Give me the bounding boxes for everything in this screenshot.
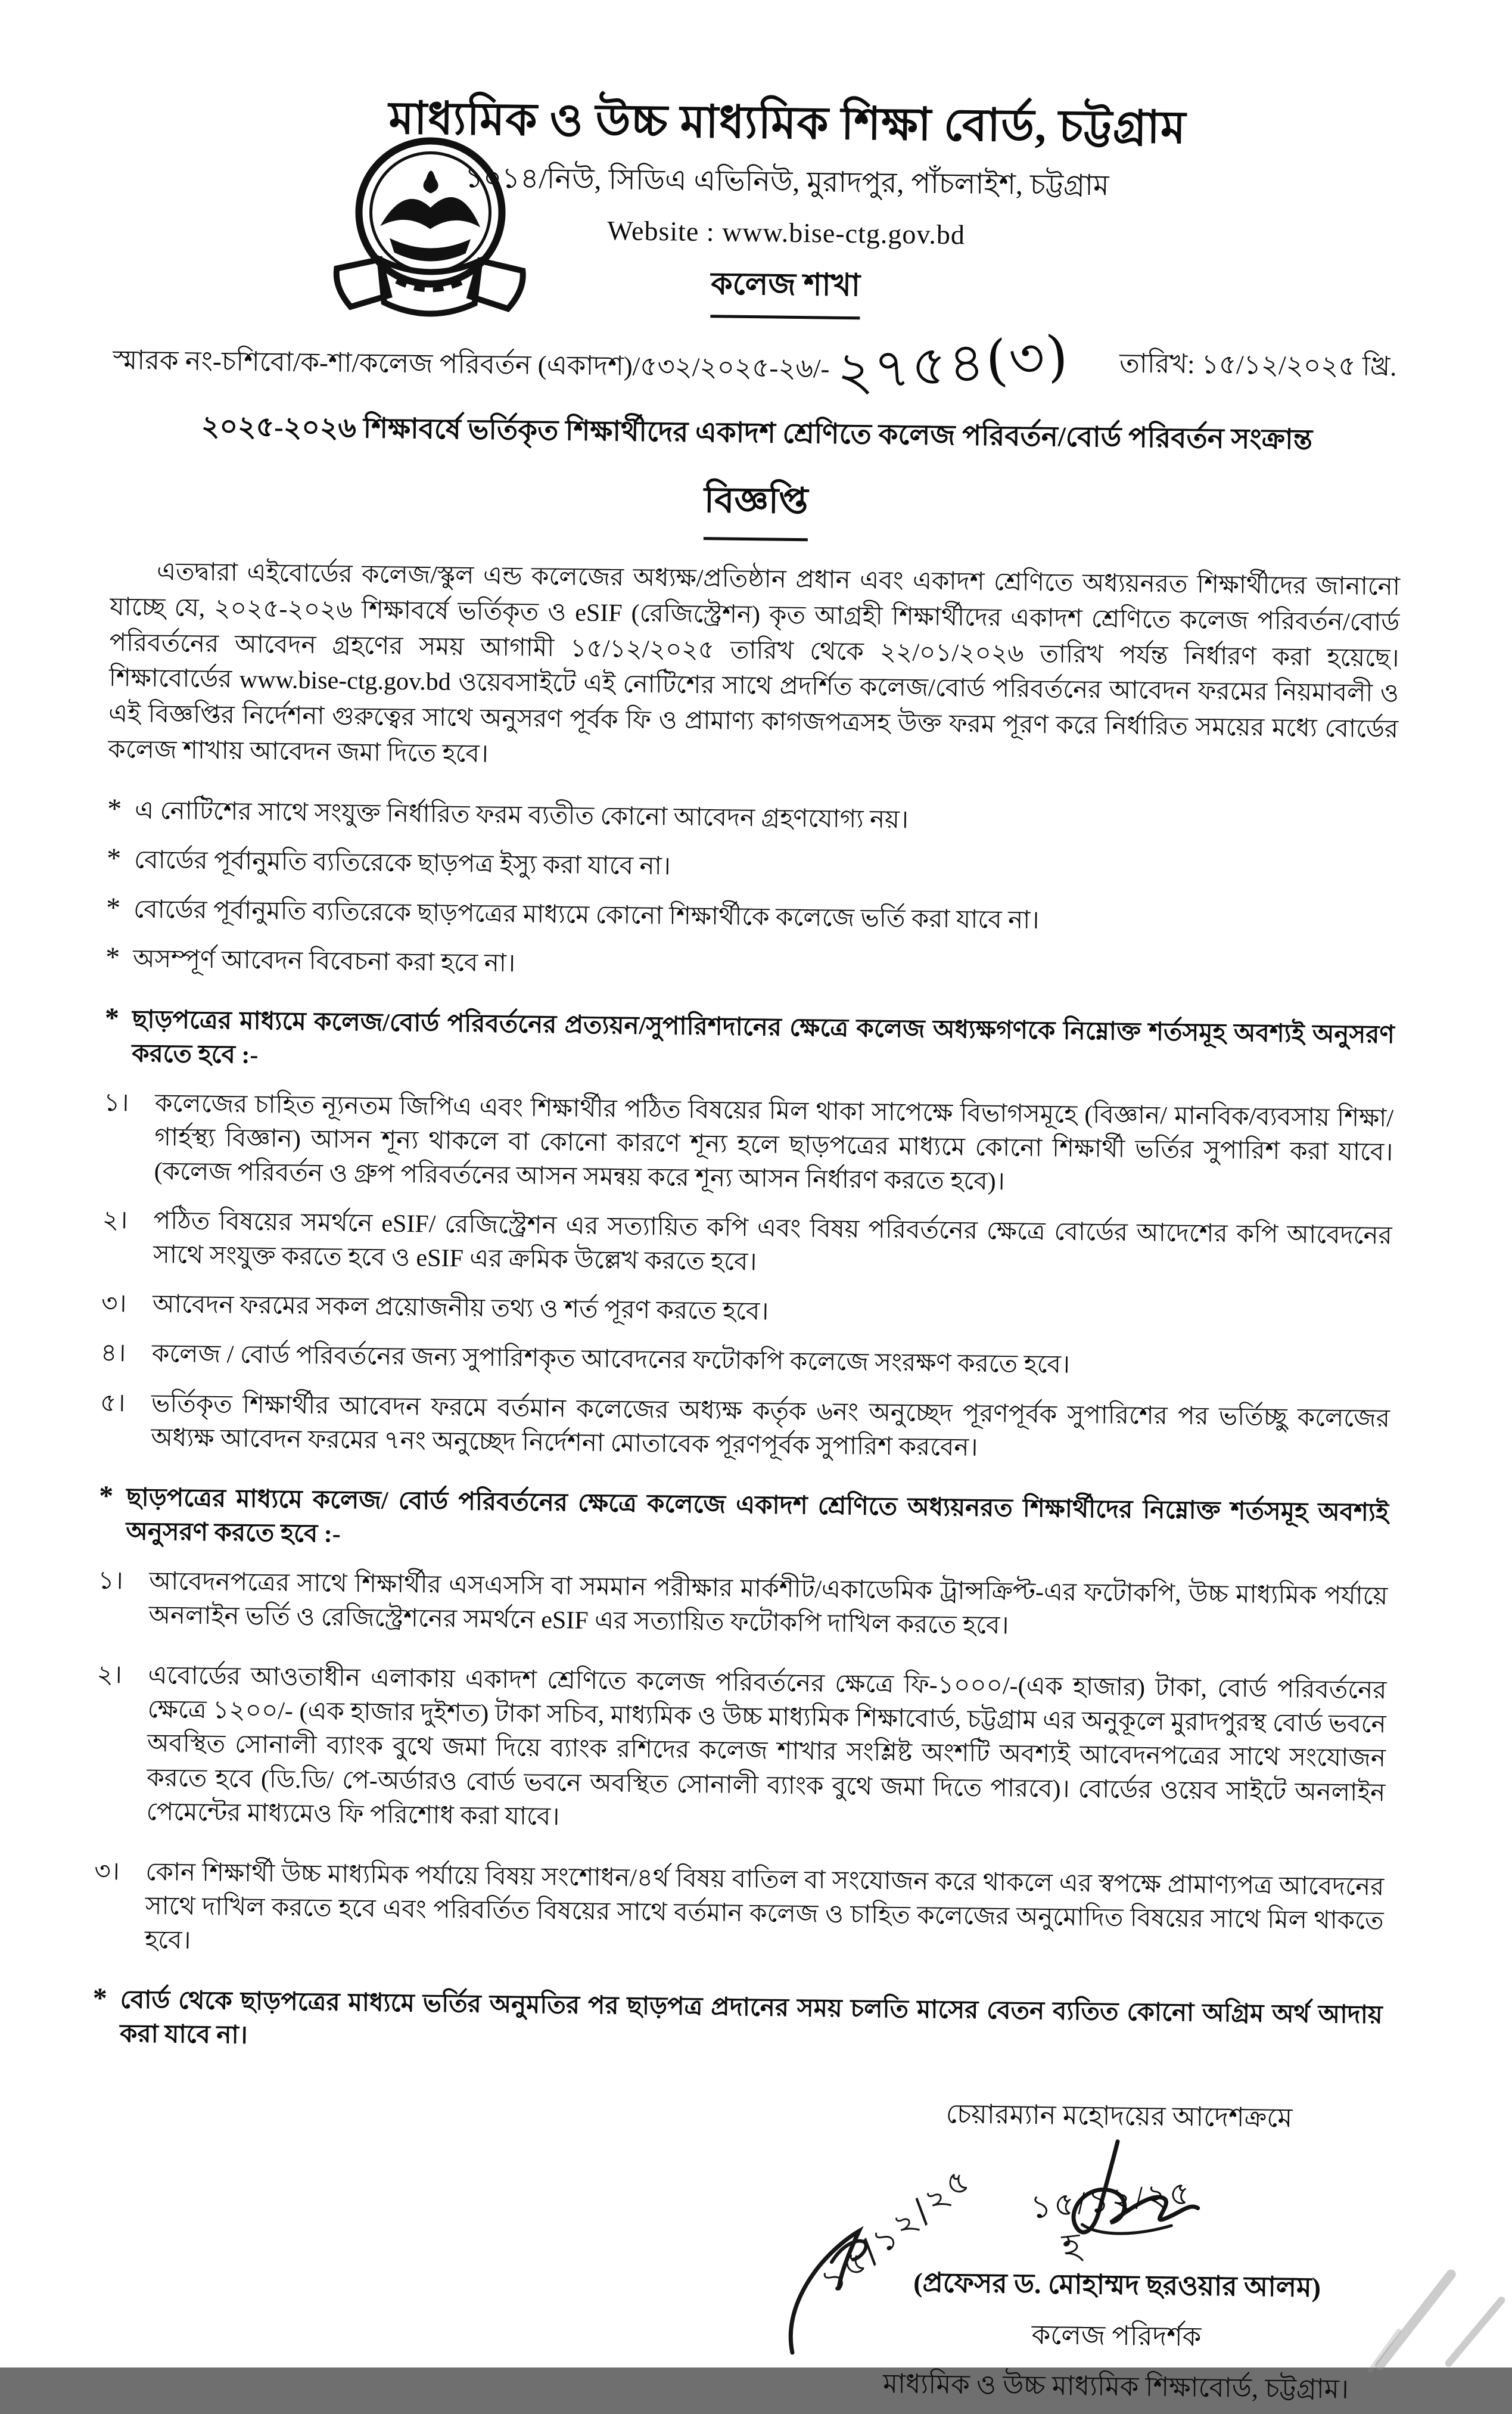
scan-smudge <box>1373 2267 1458 2372</box>
student-condition-item <box>97 1564 1387 1648</box>
memo-number <box>113 324 1072 405</box>
star-marker: * <box>105 942 120 974</box>
item-number: ৫। <box>99 1389 126 1417</box>
principal-conditions-heading-text: ছাড়পত্রের মাধ্যমে কলেজ/বোর্ড পরিবর্তনের প্রত্যয়ন/সুপারিশদানের ক্ষেত্রে কলেজ অধ্যক্ষগণকে নিম্নোক্ত শর্তসমূহ অবশ্যই অনুসরণ করতে হবে :- <box>131 1006 1395 1069</box>
memo-handwritten-number: ২৭৫৪(৩) <box>834 324 1072 405</box>
general-note-text: এ নোটিশের সাথে সংযুক্ত নির্ধারিত ফরম ব্যতীত কোনো আবেদন গ্রহণযোগ্য নয়। <box>134 797 909 834</box>
item-number: ৪। <box>100 1340 126 1368</box>
item-number: ১। <box>103 1089 129 1117</box>
general-note-text: বোর্ডের পূর্বানুমতি ব্যতিরেকে ছাড়পত্রের মাধ্যমে কোনো শিক্ষার্থীকে কলেজে ভর্তি করা যাবে না। <box>133 896 1040 935</box>
general-note <box>107 843 1397 893</box>
signatory-designation: কলেজ পরিদর্শক <box>1031 2320 1202 2352</box>
star-marker: * <box>105 892 121 924</box>
general-note-text: অসম্পূর্ণ আবেদন বিবেচনা করা হবে না। <box>132 945 516 978</box>
item-text: কলেজ / বোর্ড পরিবর্তনের জন্য সুপারিশকৃত আবেদনের ফটোকপি কলেজে সংরক্ষণ করতে হবে। <box>151 1340 1071 1380</box>
item-text: কোন শিক্ষার্থী উচ্চ মাধ্যমিক পর্যায়ে বিষয় সংশোধন/৪র্থ বিষয় বাতিল বা সংযোজন করে থাকলে এর স্বপক্ষে প্রামাণ্যপত্র আবেদনের সাথে দাখিল করতে হবে এবং পরিবর্তিত বিষয়ের সাথে বর্তমান কলেজ ও চাহিত কলেজের অনুমোদিত বিষয়ের সাথে মিল থাকতে হবে। <box>144 1858 1385 1955</box>
principal-condition-item <box>102 1086 1393 1204</box>
notice-title: বিজ্ঞপ্তি <box>704 473 808 542</box>
board-name: মাধ্যমিক ও উচ্চ মাধ্যমিক শিক্ষা বোর্ড, চট্টগ্রাম <box>388 93 1187 153</box>
scan-smudge <box>1443 2295 1507 2369</box>
final-note-text: বোর্ড থেকে ছাড়পত্রের মাধ্যমে ভর্তির অনুমতির পর ছাড়পত্র প্রদানের সময় চলতি মাসের বেতন ব্যতিত কোনো অগ্রিম অর্থ আদায় করা যাবে না। <box>119 1986 1383 2050</box>
signature-date-text: ১৫/১২/২৫ <box>1029 2175 1194 2226</box>
item-text: ভর্তিকৃত শিক্ষার্থীর আবেদন ফরমে বর্তমান কলেজের অধ্যক্ষ কর্তৃক ৬নং অনুচ্ছেদ পূরণপূর্বক সুপারিশের পর ভর্তিচ্ছু কলেজের অধ্যক্ষ আবেদন ফরমের ৭নং অনুচ্ছেদ নির্দেশনা মোতাবেক পূরণপূর্বক সুপারিশ করবেন। <box>151 1390 1390 1462</box>
notice-title-wrap <box>111 465 1401 548</box>
board-website: Website : www.bise-ctg.gov.bd <box>607 215 966 250</box>
star-marker: * <box>106 843 122 875</box>
signatory-organization: মাধ্যমিক ও উচ্চ মাধ্যমিক শিক্ষাবোর্ড, চট্টগ্রাম। <box>882 2369 1349 2404</box>
signature-handwritten-date: হ​ <box>1060 2225 1083 2267</box>
general-note <box>106 893 1396 943</box>
star-marker: * <box>98 1480 114 1512</box>
item-number: ৩। <box>94 1857 120 1886</box>
student-condition-item <box>94 1855 1385 1973</box>
item-text: আবেদন ফরমের সকল প্রয়োজনীয় তথ্য ও শর্ত পূরণ করতে হবে। <box>152 1291 769 1326</box>
principal-condition-item <box>101 1337 1391 1387</box>
final-note <box>92 1983 1383 2067</box>
student-conditions-heading <box>98 1481 1389 1565</box>
board-address: ১০১৪/নিউ, সিডিএ এভিনিউ, মুরাদপুর, পাঁচলাইশ, চট্টগ্রাম <box>464 162 1109 202</box>
item-number: ৩। <box>101 1290 127 1318</box>
bottom-scribble-date: ১৫/১২/২৫ <box>813 2159 981 2301</box>
intro-paragraph: এতদ্বারা এইবোর্ডের কলেজ/স্কুল এন্ড কলেজের অধ্যক্ষ/প্রতিষ্ঠান প্রধান এবং একাদশ শ্রেণিতে অধ্যয়নরত শিক্ষার্থীদের জানানো যাচ্ছে যে, ২০২৫-২০২৬ শিক্ষাবর্ষে ভর্তিকৃত ও eSIF (রেজিস্ট্রেশন) কৃত আগ্রহী শিক্ষার্থীদের একাদশ শ্রেণিতে কলেজ পরিবর্তন/বোর্ড পরিবর্তনের আবেদন গ্রহণের সময় আগামী ১৫/১২/২০২৫ তারিখ থেকে ২২/০১/২০২৬ তারিখ পর্যন্ত নির্ধারণ করা হয়েছে। শিক্ষাবোর্ডের www.bise-ctg.gov.bd ওয়েবসাইটে এই নোটিশের সাথে প্রদর্শিত কলেজ/বোর্ড পরিবর্তনের আবেদন ফরমের নিয়মাবলী ও এই বিজ্ঞপ্তির নির্দেশনা গুরুত্বের সাথে অনুসরণ পূর্বক ফি ও প্রামাণ্য কাগজপত্রসহ উক্ত ফরম পূরণ করে নির্ধারিত সময়ের মধ্যে বোর্ডের কলেজ শাখায় আবেদন জমা দিতে হবে। <box>108 558 1401 768</box>
item-text: পঠিত বিষয়ের সমর্থনে eSIF/ রেজিস্ট্রেশন এর সত্যায়িত কপি এবং বিষয় পরিবর্তনের ক্ষেত্রে বোর্ডের আদেশের কপি আবেদনের সাথে সংযুক্ত করতে হবে ও eSIF এর ক্রমিক উল্লেখ করতে হবে। <box>153 1207 1392 1276</box>
star-marker: * <box>104 1002 120 1034</box>
star-marker: * <box>107 793 122 825</box>
principal-condition-item <box>101 1287 1392 1337</box>
letterhead <box>113 89 1405 327</box>
principal-condition-item <box>99 1386 1390 1470</box>
bottom-handwritten-scribble <box>774 2159 1001 2363</box>
memo-date: তারিখ: ১৫/১২/২০২৫ খ্রি. <box>1119 349 1397 382</box>
memo-number-prefix: স্মারক নং-চশিবো/ক-শা/কলেজ পরিবর্তন (একাদশ)/৫৩২/২০২৫-২৬/- <box>113 345 830 384</box>
section-name: কলেজ শাখা <box>711 260 861 320</box>
general-note <box>107 794 1398 844</box>
notice-content <box>88 89 1406 2414</box>
student-conditions-heading-text: ছাড়পত্রের মাধ্যমে কলেজ/ বোর্ড পরিবর্তনের ক্ষেত্রে কলেজে একাদশ শ্রেণিতে অধ্যয়নরত শিক্ষার্থীদের নিম্নোক্ত শর্তসমূহ অবশ্যই অনুসরণ করতে হবে :- <box>126 1484 1389 1548</box>
board-seal-logo <box>309 116 550 375</box>
item-text: আবেদনপত্রের সাথে শিক্ষার্থীর এসএসসি বা সমমান পরীক্ষার মার্কশীট/একাডেমিক ট্রান্সক্রিপ্ট-এর ফটোকপি, উচ্চ মাধ্যমিক পর্যায়ে অনলাইন ভর্তি ও রেজিস্ট্রেশনের সমর্থনে eSIF এর সত্যায়িত ফটোকপি দাখিল করতে হবে। <box>148 1567 1388 1640</box>
general-note-text: বোর্ডের পূর্বানুমতি ব্যতিরেকে ছাড়পত্র ইস্যু করা যাবে না। <box>133 846 671 881</box>
general-note <box>105 942 1396 992</box>
item-number: ১। <box>98 1567 123 1595</box>
memo-line <box>113 326 1403 413</box>
student-condition-item <box>95 1658 1386 1844</box>
notice-subject: ২০২৫-২০২৬ শিক্ষাবর্ষে ভর্তিকৃত শিক্ষার্থীদের একাদশ শ্রেণিতে কলেজ পরিবর্তন/বোর্ড পরিবর্তন সংক্রান্ত <box>201 411 1313 456</box>
item-text: কলেজের চাহিত ন্যূনতম জিপিএ এবং শিক্ষার্থীর পঠিত বিষয়ের মিল থাকা সাপেক্ষে বিভাগসমূহে (বিজ্ঞান/ মানবিক/ব্যবসায় শিক্ষা/ গার্হস্থ্য বিজ্ঞান) আসন শূন্য থাকলে বা কোনো কারণে শূন্য হলে ছাড়পত্রের মাধ্যমে কোনো শিক্ষার্থী ভর্তির সুপারিশ করা যাবে। (কলেজ পরিবর্তন ও গ্রুপ পরিবর্তনের আসন সমন্বয় করে শূন্য আসন নির্ধারণ করতে হবে)। <box>154 1089 1394 1196</box>
signatory-name: (প্রফেসর ড. মোহাম্মদ ছরওয়ার আলম) <box>913 2267 1321 2303</box>
principal-condition-item <box>102 1204 1392 1288</box>
item-number: ২। <box>97 1661 123 1689</box>
star-marker: * <box>92 1982 108 2015</box>
item-text: এবোর্ডের আওতাধীন এলাকায় একাদশ শ্রেণিতে কলেজ পরিবর্তনের ক্ষেত্রে ফি-১০০০/-(এক হাজার) টাকা, বোর্ড পরিবর্তনের ক্ষেত্রে ১২০০/- (এক হাজার দুইশত) টাকা সচিব, মাধ্যমিক ও উচ্চ মাধ্যমিক শিক্ষাবোর্ড, চট্টগ্রাম এর অনুকূলে মুরাদপুরস্থ বোর্ড ভবনে অবস্থিত সোনালী ব্যাংক বুথে জমা দিয়ে ব্যাংক রশিদের কলেজ শাখার সংশ্লিষ্ট অংশটি অবশ্যই আবেদনপত্রের সাথে সংযোজন করতে হবে (ডি.ডি/ পে-অর্ডারও বোর্ড ভবনে অবস্থিত সোনালী ব্যাংক বুথে জমা দিতে পারবে)। বোর্ডের ওয়েব সাইটে অনলাইন পেমেন্টের মাধ্যমেও ফি পরিশোধ করা যাবে। <box>146 1662 1387 1831</box>
signature-order-line: চেয়ারম্যান মহোদয়ের আদেশক্রমে <box>945 2099 1293 2133</box>
principal-conditions-heading <box>104 1002 1395 1086</box>
item-number: ২। <box>102 1206 128 1235</box>
